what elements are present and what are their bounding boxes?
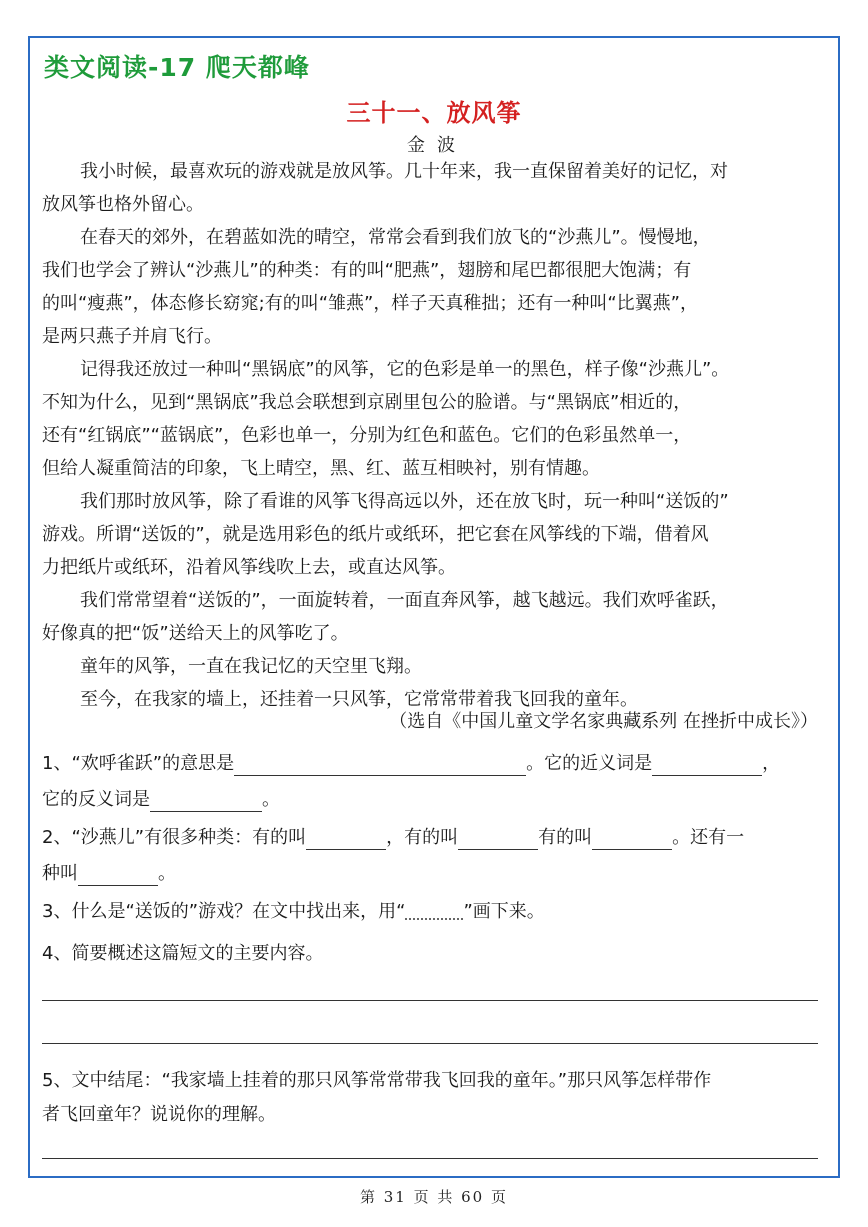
passage-line: 但给人凝重简洁的印象，飞上晴空，黑、红、蓝互相映衬，别有情趣。 bbox=[42, 458, 600, 479]
question-4: 4、简要概述这篇短文的主要内容。 bbox=[42, 943, 324, 964]
answer-blank[interactable] bbox=[306, 831, 386, 850]
article-title: 三十一、放风筝 bbox=[346, 99, 522, 127]
question-2-continued: 种叫 。 bbox=[42, 863, 176, 884]
passage-line: 我们常常望着“送饭的”，一面旋转着，一面直奔风筝，越飞越远。我们欢呼雀跃， bbox=[80, 590, 729, 611]
page-number: 第 31 页 共 60 页 bbox=[359, 1188, 508, 1206]
question-2: 2、“沙燕儿”有很多种类：有的叫 ，有的叫 有的叫 。还有一 bbox=[42, 827, 745, 848]
wavy-underline-sample bbox=[405, 904, 463, 920]
question-1-continued: 它的反义词是 。 bbox=[42, 789, 280, 810]
answer-line[interactable] bbox=[42, 1158, 818, 1159]
answer-blank[interactable] bbox=[652, 757, 762, 776]
question-3: 3、什么是“送饭的”游戏？在文中找出来，用“ ”画下来。 bbox=[42, 901, 545, 922]
passage-line: 不知为什么，见到“黑锅底”我总会联想到京剧里包公的脸谱。与“黑锅底”相近的， bbox=[42, 392, 692, 413]
passage-line: 是两只燕子并肩飞行。 bbox=[42, 326, 222, 347]
answer-blank[interactable] bbox=[150, 793, 262, 812]
answer-blank[interactable] bbox=[78, 867, 158, 886]
passage-line: 放风筝也格外留心。 bbox=[42, 194, 204, 215]
passage-line: 还有“红锅底”“蓝锅底”，色彩也单一，分别为红色和蓝色。它们的色彩虽然单一， bbox=[42, 425, 692, 446]
question-5: 5、文中结尾：“我家墙上挂着的那只风筝常常带我飞回我的童年。”那只风筝怎样带作 bbox=[42, 1070, 712, 1091]
passage-line: 我小时候，最喜欢玩的游戏就是放风筝。几十年来，我一直保留着美好的记忆，对 bbox=[80, 161, 728, 182]
answer-line[interactable] bbox=[42, 1043, 818, 1044]
series-title: 类文阅读-17 爬天都峰 bbox=[44, 53, 310, 82]
passage-line: 童年的风筝，一直在我记忆的天空里飞翔。 bbox=[80, 656, 422, 677]
passage-line: 记得我还放过一种叫“黑锅底”的风筝，它的色彩是单一的黑色，样子像“沙燕儿”。 bbox=[80, 359, 730, 380]
passage-line: 游戏。所谓“送饭的”，就是选用彩色的纸片或纸环，把它套在风筝线的下端，借着风 bbox=[42, 524, 709, 545]
answer-blank[interactable] bbox=[234, 757, 526, 776]
answer-blank[interactable] bbox=[458, 831, 538, 850]
passage-line: 力把纸片或纸环，沿着风筝线吹上去，或直达风筝。 bbox=[42, 557, 456, 578]
question-5-continued: 者飞回童年？说说你的理解。 bbox=[42, 1104, 276, 1125]
answer-line[interactable] bbox=[42, 1000, 818, 1001]
answer-blank[interactable] bbox=[592, 831, 672, 850]
passage-line: 好像真的把“饭”送给天上的风筝吃了。 bbox=[42, 623, 349, 644]
question-1: 1、“欢呼雀跃”的意思是 。它的近义词是 ， bbox=[42, 753, 781, 774]
passage-line: 至今，在我家的墙上，还挂着一只风筝，它常常带着我飞回我的童年。 bbox=[80, 689, 638, 710]
passage-line: 的叫“瘦燕”，体态修长窈窕;有的叫“雏燕”，样子天真稚拙；还有一种叫“比翼燕”， bbox=[42, 293, 699, 314]
passage-source: （选自《中国儿童文学名家典藏系列 在挫折中成长》） bbox=[389, 711, 818, 732]
passage-line: 在春天的郊外，在碧蓝如洗的晴空，常常会看到我们放飞的“沙燕儿”。慢慢地， bbox=[80, 227, 711, 248]
passage-line: 我们也学会了辨认“沙燕儿”的种类：有的叫“肥燕”，翅膀和尾巴都很肥大饱满；有 bbox=[42, 260, 692, 281]
author-name: 金波 bbox=[407, 135, 467, 156]
passage-line: 我们那时放风筝，除了看谁的风筝飞得高远以外，还在放飞时，玩一种叫“送饭的” bbox=[80, 491, 729, 512]
